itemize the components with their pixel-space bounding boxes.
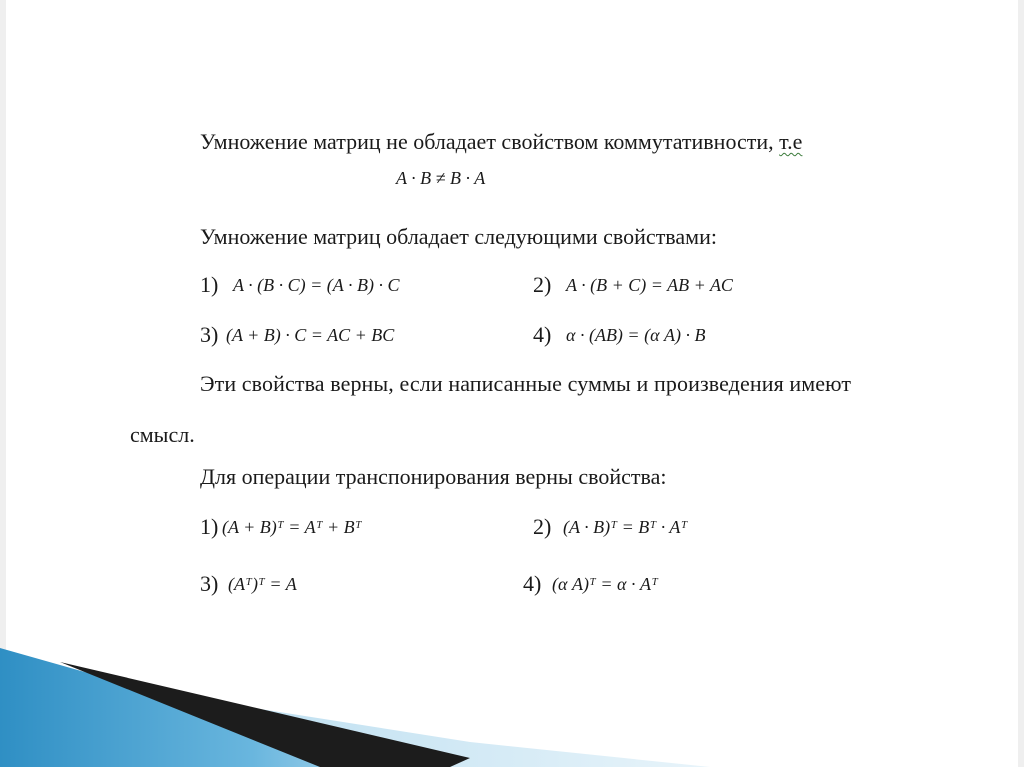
transpose-property-3-number: 3) (200, 571, 219, 596)
property-2-number: 2) (533, 272, 552, 297)
transpose-property-2-number: 2) (533, 514, 552, 539)
property-1-formula: A · (B · C) = (A · B) · C (233, 275, 400, 295)
intro-text: Умножение матриц не обладает свойством коммутативности, (200, 129, 780, 154)
transpose-property-2-formula: (A · B)ᵀ = Bᵀ · Aᵀ (563, 517, 688, 537)
validity-line-1: Эти свойства верны, если написанные суммы и произведения имеют (200, 371, 852, 396)
transpose-heading: Для операции транспонирования верны свойства: (200, 464, 667, 489)
property-3-formula: (A + B) · C = AC + BC (226, 325, 395, 345)
validity-line-2: смысл. (130, 422, 195, 447)
transpose-property-1-formula: (A + B)ᵀ = Aᵀ + Bᵀ (222, 517, 362, 537)
intro-te-abbreviation: т.е (779, 129, 803, 154)
transpose-property-4-number: 4) (523, 571, 542, 596)
transpose-property-3-formula: (Aᵀ)ᵀ = A (228, 574, 297, 594)
property-3-number: 3) (200, 322, 219, 347)
property-4-number: 4) (533, 322, 552, 347)
transpose-property-4-formula: (α A)ᵀ = α · Aᵀ (552, 574, 658, 594)
property-4-formula: α · (AB) = (α A) · B (566, 325, 706, 345)
transpose-property-1-number: 1) (200, 514, 219, 539)
property-2-formula: A · (B + C) = AB + AC (566, 275, 733, 295)
properties-heading: Умножение матриц обладает следующими свойствами: (200, 224, 717, 249)
commutativity-formula: A · B ≠ B · A (396, 168, 486, 188)
property-1-number: 1) (200, 272, 219, 297)
